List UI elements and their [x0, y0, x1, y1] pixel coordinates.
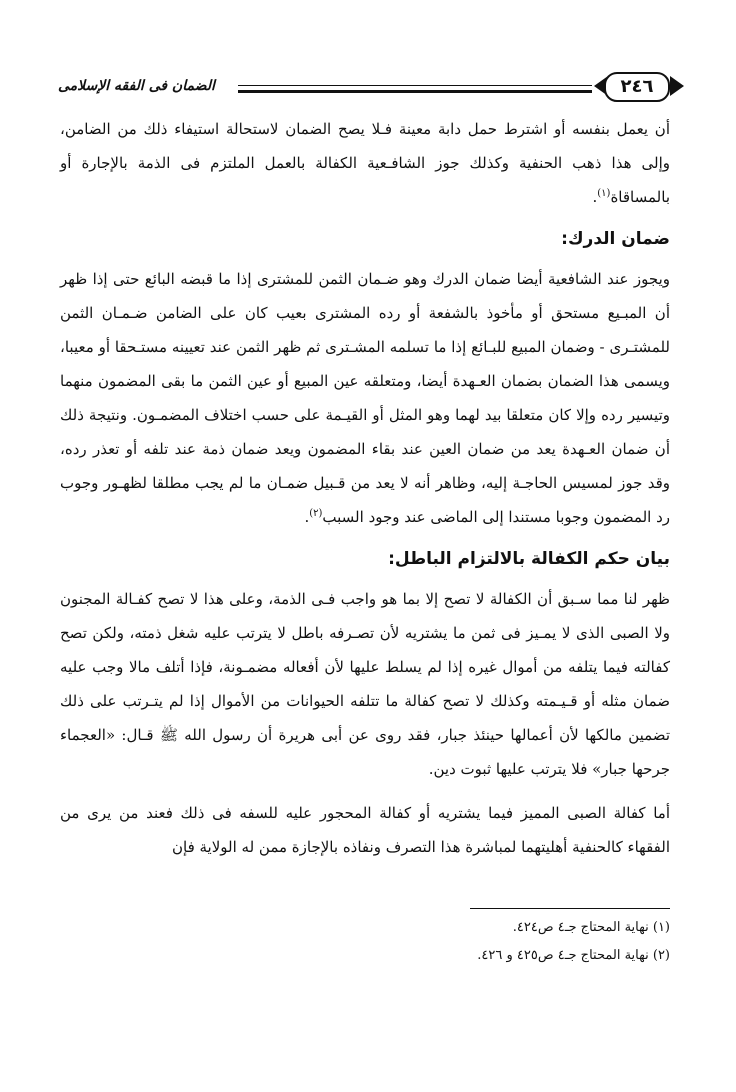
footnote-1: (١) نهاية المحتاج جـ٤ ص٤٢٤.: [512, 920, 670, 935]
footnotes: [70, 914, 670, 970]
footnote-ref-1[interactable]: (١): [597, 188, 611, 199]
header-title: الضمان فى الفقه الإسلامى: [58, 78, 215, 94]
body-text: [60, 112, 670, 864]
header-rule-thin: [238, 85, 592, 86]
page-number: ٢٤٦: [604, 72, 670, 102]
badge-arrow-right-icon: [670, 76, 684, 96]
header-rule-thick: [238, 90, 592, 93]
section-heading-daman-al-darak: ضمان الدرك:: [561, 229, 670, 249]
footnote-divider: [470, 908, 670, 909]
footnote-2: (٢) نهاية المحتاج جـ٤ ص٤٢٥ و ٤٢٦.: [477, 948, 670, 963]
paragraph-3: ظهر لنا مما سـبق أن الكفالة لا تصح إلا بما هو واجب فـى الذمة، وعلى هذا لا تصح كفـالة المجنون ولا الصبى الذى لا يمـيز فى ثمن ما يشتريه لأن تصـرفه باطل لا يترتب عليه شغل ذمته، ولكن تصح كفالته فيما يتلفه من أموال غيره إذا لم يسلط عليها لأن أفعاله مضمـونة، فإذا أتلف مالا وجب عليه ضمان مثله أو قـيـمته وكذلك لا تصح كفالة ما تتلفه الحيوانات من الأموال إذا لم يتـرتب على ذلك تضمين مالكها لأن أعمالها حينئذ جبار، فقد روى عن أبى هريرة أن رسول الله ﷺ قـال: «العجماء جرحها جبار» فلا يترتب عليها ثبوت دين.: [60, 590, 670, 778]
paragraph-1: أن يعمل بنفسه أو اشترط حمل دابة معينة فـلا يصح الضمان لاستحالة استيفاء ذلك من الضامن، وإلى هذا ذهب الحنفية وكذلك جوز الشافـعية الكفالة بالعمل الملتزم فى الذمة بالإجارة أو بالمساقاة$^{(١)}$.: [60, 120, 670, 206]
paragraph-4: أما كفالة الصبى المميز فيما يشتريه أو كفالة المحجور عليه للسفه فى ذلك فعند من يرى من الفقهاء كالحنفية أهليتهما لمباشرة هذا التصرف ونفاذه بالإجازة ممن له الولاية فإن: [60, 804, 670, 856]
paragraph-2: ويجوز عند الشافعية أيضا ضمان الدرك وهو ضـمان الثمن للمشترى إذا ما قبضه البائع حتى إذا ظهر أن المبـيع مستحق أو مأخوذ بالشفعة أو رده المشترى بعيب كان على الضامن ضـمـان الثمن للمشتـرى - وضمان المبيع للبـائع إذا ما تسلمه المشـترى ثم ظهر الثمن عند تعيينه مستـحقا أو معيبا، ويسمى هذا الضمان بضمان العـهدة أيضا، ومتعلقه عين المبيع أو عين الثمن ما بقى المضمون منهما وتيسير رده وإلا كان متعلقا بيد لهما وهو المثل أو القيـمة على حسب اختلاف المضمـون. ونتيجة ذلك أن ضمان العـهدة يعد من ضمان العين عند بقاء المضمون ويعد ضمان ذمة عند تلفه أو تعذر رده، وقد جوز لمسيس الحاجـة إليه، وظاهر أنه لا يعد من قـبيل ضمـان ما لم يجب مطلقا لظهـور وجوب رد المضمون وجوبا مستندا إلى الماضى عند وجود السبب$^{(٢)}$.: [60, 270, 670, 526]
section-heading-kafala-void: بيان حكم الكفالة بالالتزام الباطل:: [388, 549, 670, 569]
footnote-ref-2[interactable]: (٢): [309, 508, 323, 519]
running-header: [58, 72, 680, 108]
